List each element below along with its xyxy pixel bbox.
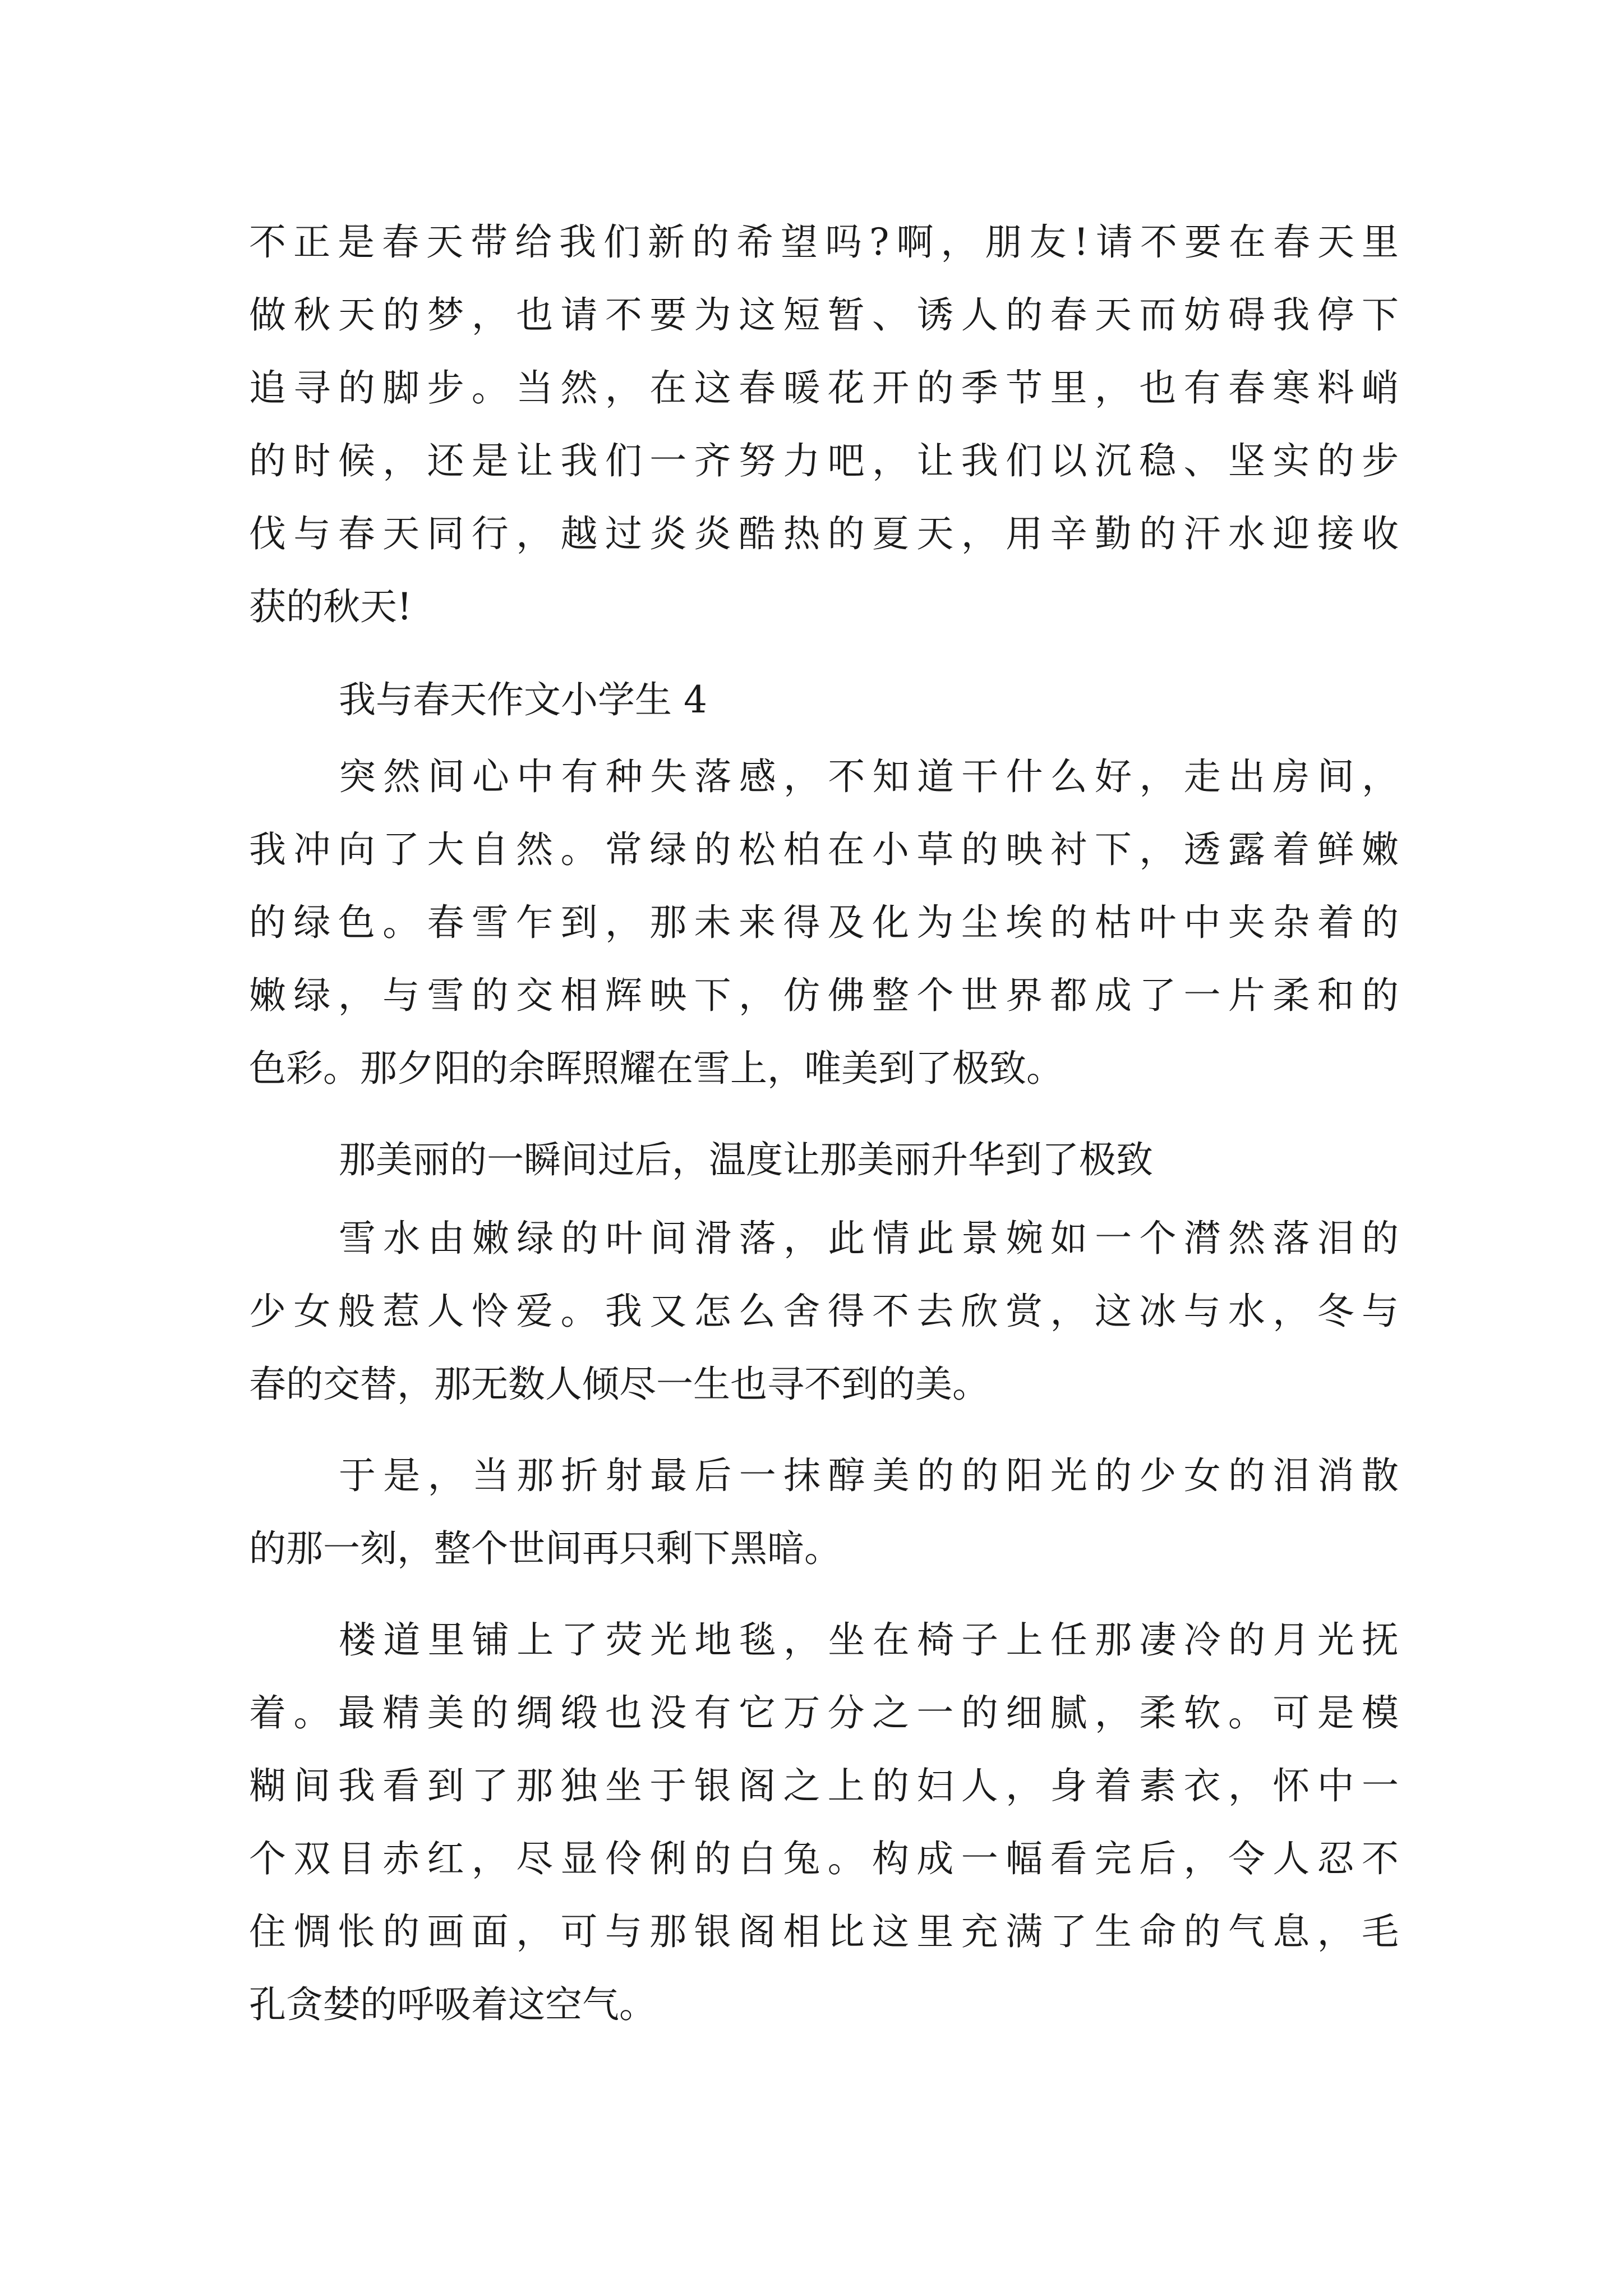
paragraph-3-line-1: 那美丽的一瞬间过后，温度让那美丽升华到了极致	[339, 1138, 1153, 1181]
paragraph-2-line-4: 嫩绿，与雪的交相辉映下，仿佛整个世界都成了一片柔和的	[249, 974, 1399, 1017]
paragraph-5-line-1: 于是，当那折射最后一抹醇美的的阳光的少女的泪消散	[339, 1454, 1399, 1497]
paragraph-1-line-6: 获的秋天!	[249, 585, 412, 628]
paragraph-5-line-2: 的那一刻，整个世间再只剩下黑暗。	[249, 1527, 841, 1570]
paragraph-1-line-5: 伐与春天同行，越过炎炎酷热的夏天，用辛勤的汗水迎接收	[249, 512, 1399, 555]
paragraph-2-line-5: 色彩。那夕阳的余晖照耀在雪上，唯美到了极致。	[249, 1047, 1063, 1090]
section-heading: 我与春天作文小学生 4	[339, 678, 707, 721]
paragraph-2-line-2: 我冲向了大自然。常绿的松柏在小草的映衬下，透露着鲜嫩	[249, 828, 1399, 871]
paragraph-6-line-3: 糊间我看到了那独坐于银阁之上的妇人，身着素衣，怀中一	[249, 1764, 1399, 1807]
paragraph-6-line-4: 个双目赤红，尽显伶俐的白兔。构成一幅看完后，令人忍不	[249, 1837, 1399, 1880]
paragraph-6-line-1: 楼道里铺上了荧光地毯，坐在椅子上任那凄冷的月光抚	[339, 1618, 1399, 1662]
paragraph-6-line-5: 住惆怅的画面，可与那银阁相比这里充满了生命的气息，毛	[249, 1910, 1399, 1953]
paragraph-1-line-4: 的时候，还是让我们一齐努力吧，让我们以沉稳、坚实的步	[249, 439, 1399, 482]
paragraph-1-line-3: 追寻的脚步。当然，在这春暖花开的季节里，也有春寒料峭	[249, 366, 1399, 409]
paragraph-2-line-1: 突然间心中有种失落感，不知道干什么好，走出房间，	[339, 755, 1399, 798]
paragraph-6-line-2: 着。最精美的绸缎也没有它万分之一的细腻，柔软。可是模	[249, 1691, 1399, 1734]
paragraph-4-line-2: 少女般惹人怜爱。我又怎么舍得不去欣赏，这冰与水，冬与	[249, 1290, 1399, 1333]
paragraph-6-line-6: 孔贪婪的呼吸着这空气。	[249, 1983, 656, 2026]
paragraph-4-line-3: 春的交替，那无数人倾尽一生也寻不到的美。	[249, 1363, 989, 1406]
paragraph-1-line-2: 做秋天的梦，也请不要为这短暂、诱人的春天而妨碍我停下	[249, 293, 1399, 337]
paragraph-4-line-1: 雪水由嫩绿的叶间滑落，此情此景婉如一个潸然落泪的	[339, 1217, 1399, 1260]
paragraph-1-line-1: 不正是春天带给我们新的希望吗?啊，朋友!请不要在春天里	[249, 220, 1399, 264]
paragraph-2-line-3: 的绿色。春雪乍到，那未来得及化为尘埃的枯叶中夹杂着的	[249, 901, 1399, 944]
